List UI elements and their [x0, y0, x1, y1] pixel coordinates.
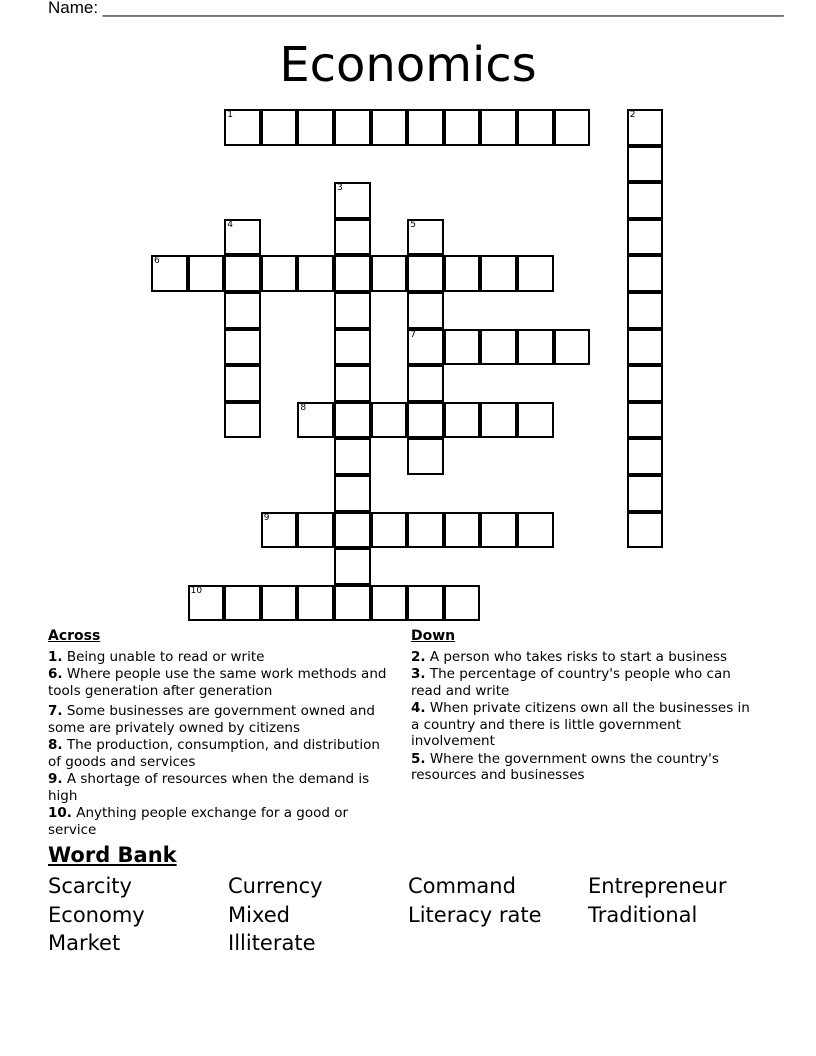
grid-cell[interactable]: [407, 365, 444, 402]
grid-cell[interactable]: [334, 365, 371, 402]
grid-cell[interactable]: [334, 292, 371, 329]
word-bank-item: Mixed: [228, 903, 290, 927]
word-bank-item: Scarcity: [48, 874, 132, 898]
grid-cell[interactable]: [224, 365, 261, 402]
grid-cell[interactable]: [554, 329, 591, 366]
grid-cell[interactable]: [371, 585, 408, 622]
grid-cell[interactable]: [297, 255, 334, 292]
grid-cell[interactable]: [261, 109, 298, 146]
grid-cell[interactable]: [627, 292, 664, 329]
grid-cell[interactable]: [627, 255, 664, 292]
grid-cell[interactable]: [297, 109, 334, 146]
grid-cell[interactable]: [517, 329, 554, 366]
grid-cell[interactable]: [627, 146, 664, 183]
grid-cell[interactable]: [334, 585, 371, 622]
grid-cell[interactable]: [334, 512, 371, 549]
grid-cell[interactable]: [224, 402, 261, 439]
grid-cell[interactable]: [517, 109, 554, 146]
grid-cell[interactable]: [371, 109, 408, 146]
word-bank-item: Literacy rate: [408, 903, 542, 927]
grid-cell[interactable]: [407, 402, 444, 439]
grid-cell[interactable]: [627, 402, 664, 439]
clue-number: 7: [410, 329, 416, 340]
grid-cell[interactable]: [554, 109, 591, 146]
grid-cell[interactable]: [517, 512, 554, 549]
clue-number: 2: [629, 110, 636, 120]
grid-cell[interactable]: [517, 402, 554, 439]
grid-cell[interactable]: [517, 255, 554, 292]
grid-cell[interactable]: [224, 219, 261, 256]
grid-cell[interactable]: [627, 219, 664, 256]
grid-cell[interactable]: [334, 475, 371, 512]
grid-cell[interactable]: [224, 255, 261, 292]
grid-cell[interactable]: [480, 255, 517, 292]
clue-number: 10: [190, 585, 203, 596]
clue-across-7: 7. Some businesses are government owned and some are privately owned by citizens: [48, 703, 376, 736]
grid-cell[interactable]: [444, 329, 481, 366]
clue-number: 8: [300, 402, 307, 413]
grid-cell[interactable]: [261, 512, 298, 549]
word-bank-title: Word Bank: [48, 843, 177, 867]
grid-cell[interactable]: [407, 438, 444, 475]
grid-cell[interactable]: [224, 292, 261, 329]
clue-down-2: 2. A person who takes risks to start a business: [411, 648, 728, 665]
clue-number: 1: [227, 110, 233, 120]
grid-cell[interactable]: [444, 402, 481, 439]
word-bank-item: Market: [48, 931, 121, 955]
grid-cell[interactable]: [371, 255, 408, 292]
across-clues: [48, 628, 388, 839]
grid-cell[interactable]: [224, 329, 261, 366]
clue-down-4: 4. When private citizens own all the businesses in a country and there is little government involvement: [411, 700, 750, 749]
grid-cell[interactable]: [261, 585, 298, 622]
grid-cell[interactable]: [297, 402, 334, 439]
grid-cell[interactable]: [627, 475, 664, 512]
clue-number: 4: [227, 219, 233, 230]
name-line[interactable]: Name: ________________________________________________________________________: [48, 0, 784, 17]
grid-cell[interactable]: [188, 255, 225, 292]
grid-cell[interactable]: [334, 329, 371, 366]
grid-cell[interactable]: [261, 255, 298, 292]
word-bank-item: Command: [408, 874, 516, 898]
clue-number: 6: [154, 256, 160, 267]
grid-cell[interactable]: [444, 109, 481, 146]
grid-cell[interactable]: [334, 109, 371, 146]
grid-cell[interactable]: [407, 219, 444, 256]
grid-cell[interactable]: [627, 329, 664, 366]
grid-cell[interactable]: [334, 402, 371, 439]
grid-cell[interactable]: [334, 182, 371, 219]
clue-across-10: 10. Anything people exchange for a good or service: [48, 805, 349, 838]
grid-cell[interactable]: [407, 329, 444, 366]
clue-across-8: 8. The production, consumption, and distribution of goods and services: [48, 737, 380, 770]
clue-across-6: 6. Where people use the same work methods and tools generation after generation: [48, 666, 387, 699]
clue-number: 9: [263, 512, 270, 523]
grid-cell[interactable]: [297, 585, 334, 622]
grid-cell[interactable]: [480, 109, 517, 146]
grid-cell[interactable]: [151, 255, 188, 292]
grid-cell[interactable]: [480, 329, 517, 366]
grid-cell[interactable]: [444, 512, 481, 549]
page-title: Economics: [279, 37, 537, 93]
word-bank-item: Traditional: [588, 903, 698, 927]
grid-cell[interactable]: [627, 182, 664, 219]
grid-cell[interactable]: [407, 255, 444, 292]
clue-across-1: 1. Being unable to read or write: [48, 648, 265, 665]
grid-cell[interactable]: [627, 512, 664, 549]
clue-number: 5: [410, 219, 416, 230]
grid-cell[interactable]: [627, 109, 664, 146]
clue-across-9: 9. A shortage of resources when the demand is high: [48, 771, 370, 804]
clue-down-3: 3. The percentage of country's people who can read and write: [411, 666, 731, 699]
grid-cell[interactable]: [334, 219, 371, 256]
grid-cell[interactable]: [480, 402, 517, 439]
grid-cell[interactable]: [224, 585, 261, 622]
clue-number: 3: [337, 183, 343, 194]
grid-cell[interactable]: [224, 109, 261, 146]
grid-cell[interactable]: [371, 512, 408, 549]
word-bank-item: Entrepreneur: [588, 874, 727, 898]
clue-down-5: 5. Where the government owns the country's resources and businesses: [411, 750, 719, 783]
word-bank-item: Currency: [228, 874, 323, 898]
grid-cell[interactable]: [188, 585, 225, 622]
grid-cell[interactable]: [407, 109, 444, 146]
down-heading: Down: [411, 628, 456, 644]
grid-cell[interactable]: [334, 255, 371, 292]
grid-cell[interactable]: [627, 438, 664, 475]
down-clues: [411, 628, 761, 785]
grid-cell[interactable]: [334, 438, 371, 475]
grid-cell[interactable]: [407, 292, 444, 329]
grid-cell[interactable]: [407, 585, 444, 622]
word-bank-item: Economy: [48, 903, 145, 927]
across-heading: Across: [48, 628, 101, 644]
grid-cell[interactable]: [407, 512, 444, 549]
grid-cell[interactable]: [480, 512, 517, 549]
grid-cell[interactable]: [297, 512, 334, 549]
grid-cell[interactable]: [444, 585, 481, 622]
grid-cell[interactable]: [444, 255, 481, 292]
grid-cell[interactable]: [371, 402, 408, 439]
grid-cell[interactable]: [334, 548, 371, 585]
word-bank-item: Illiterate: [228, 931, 316, 955]
grid-cell[interactable]: [627, 365, 664, 402]
